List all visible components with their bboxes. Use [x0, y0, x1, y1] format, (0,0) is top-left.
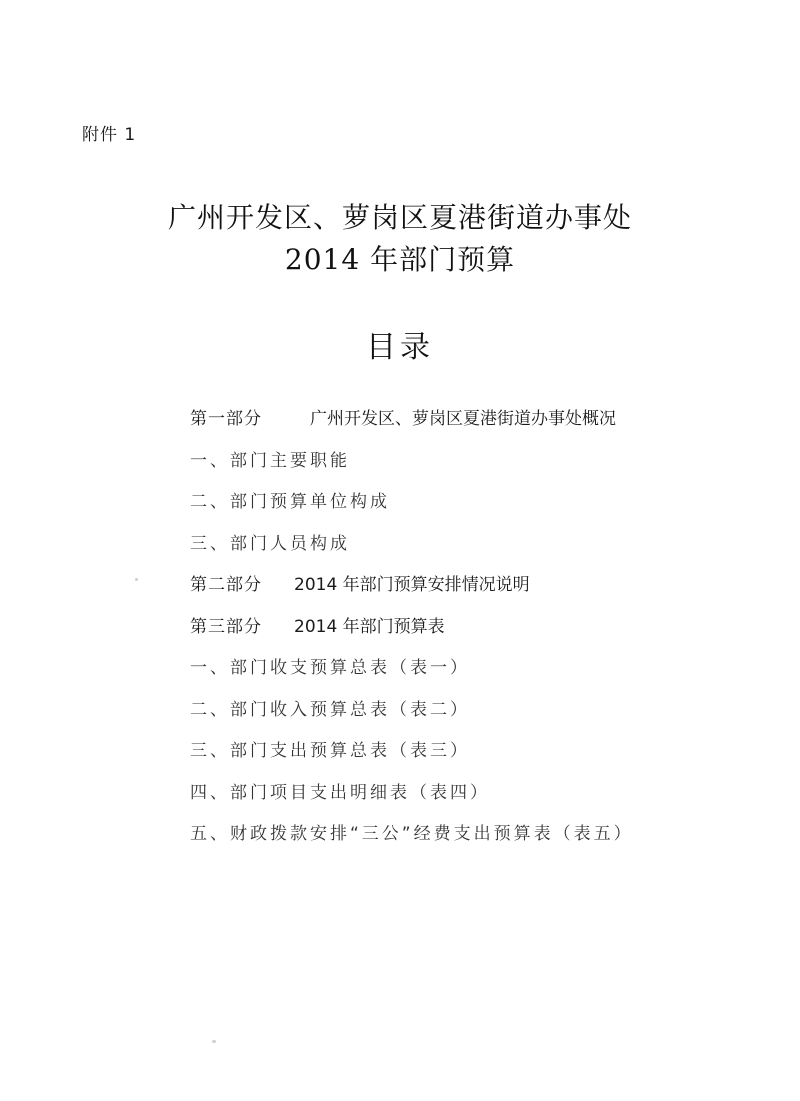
table-of-contents — [190, 404, 634, 861]
toc-item-label: 二、部门收入预算总表（表二） — [190, 699, 470, 720]
toc-item — [190, 529, 634, 571]
toc-item-label: 四、部门项目支出明细表（表四） — [190, 782, 490, 803]
toc-part-number: 第二部分 — [190, 575, 262, 595]
toc-item-label: 一、部门主要职能 — [190, 450, 350, 471]
toc-item — [190, 487, 634, 529]
attachment-label: 附件 1 — [82, 125, 137, 145]
toc-item — [190, 653, 634, 695]
toc-item-label: 五、财政拨款安排“三公”经费支出预算表（表五） — [190, 824, 634, 844]
toc-item — [190, 736, 634, 778]
toc-part-title: 广州开发区、萝岗区夏港街道办事处概况 — [310, 409, 616, 429]
toc-item — [190, 695, 634, 737]
toc-item — [190, 819, 634, 861]
toc-item — [190, 446, 634, 488]
toc-item-label: 三、部门人员构成 — [190, 533, 350, 554]
toc-item-label: 二、部门预算单位构成 — [190, 492, 390, 512]
toc-part-number: 第一部分 — [190, 409, 262, 429]
toc-item-label: 一、部门收支预算总表（表一） — [190, 658, 470, 678]
toc-part-title: 2014 年部门预算安排情况说明 — [294, 575, 530, 595]
toc-heading: 目录 — [366, 330, 434, 365]
scan-speck — [135, 578, 138, 581]
toc-part-1 — [190, 404, 634, 446]
toc-item-label: 三、部门支出预算总表（表三） — [190, 741, 470, 761]
document-title-line1: 广州开发区、萝岗区夏港街道办事处 — [167, 201, 632, 234]
toc-item — [190, 778, 634, 820]
document-title-line2: 2014 年部门预算 — [284, 243, 516, 276]
toc-part-2 — [190, 570, 634, 612]
toc-part-title: 2014 年部门预算表 — [294, 616, 445, 637]
toc-part-number: 第三部分 — [190, 616, 262, 637]
toc-part-3 — [190, 612, 634, 654]
scan-speck — [212, 1040, 216, 1043]
